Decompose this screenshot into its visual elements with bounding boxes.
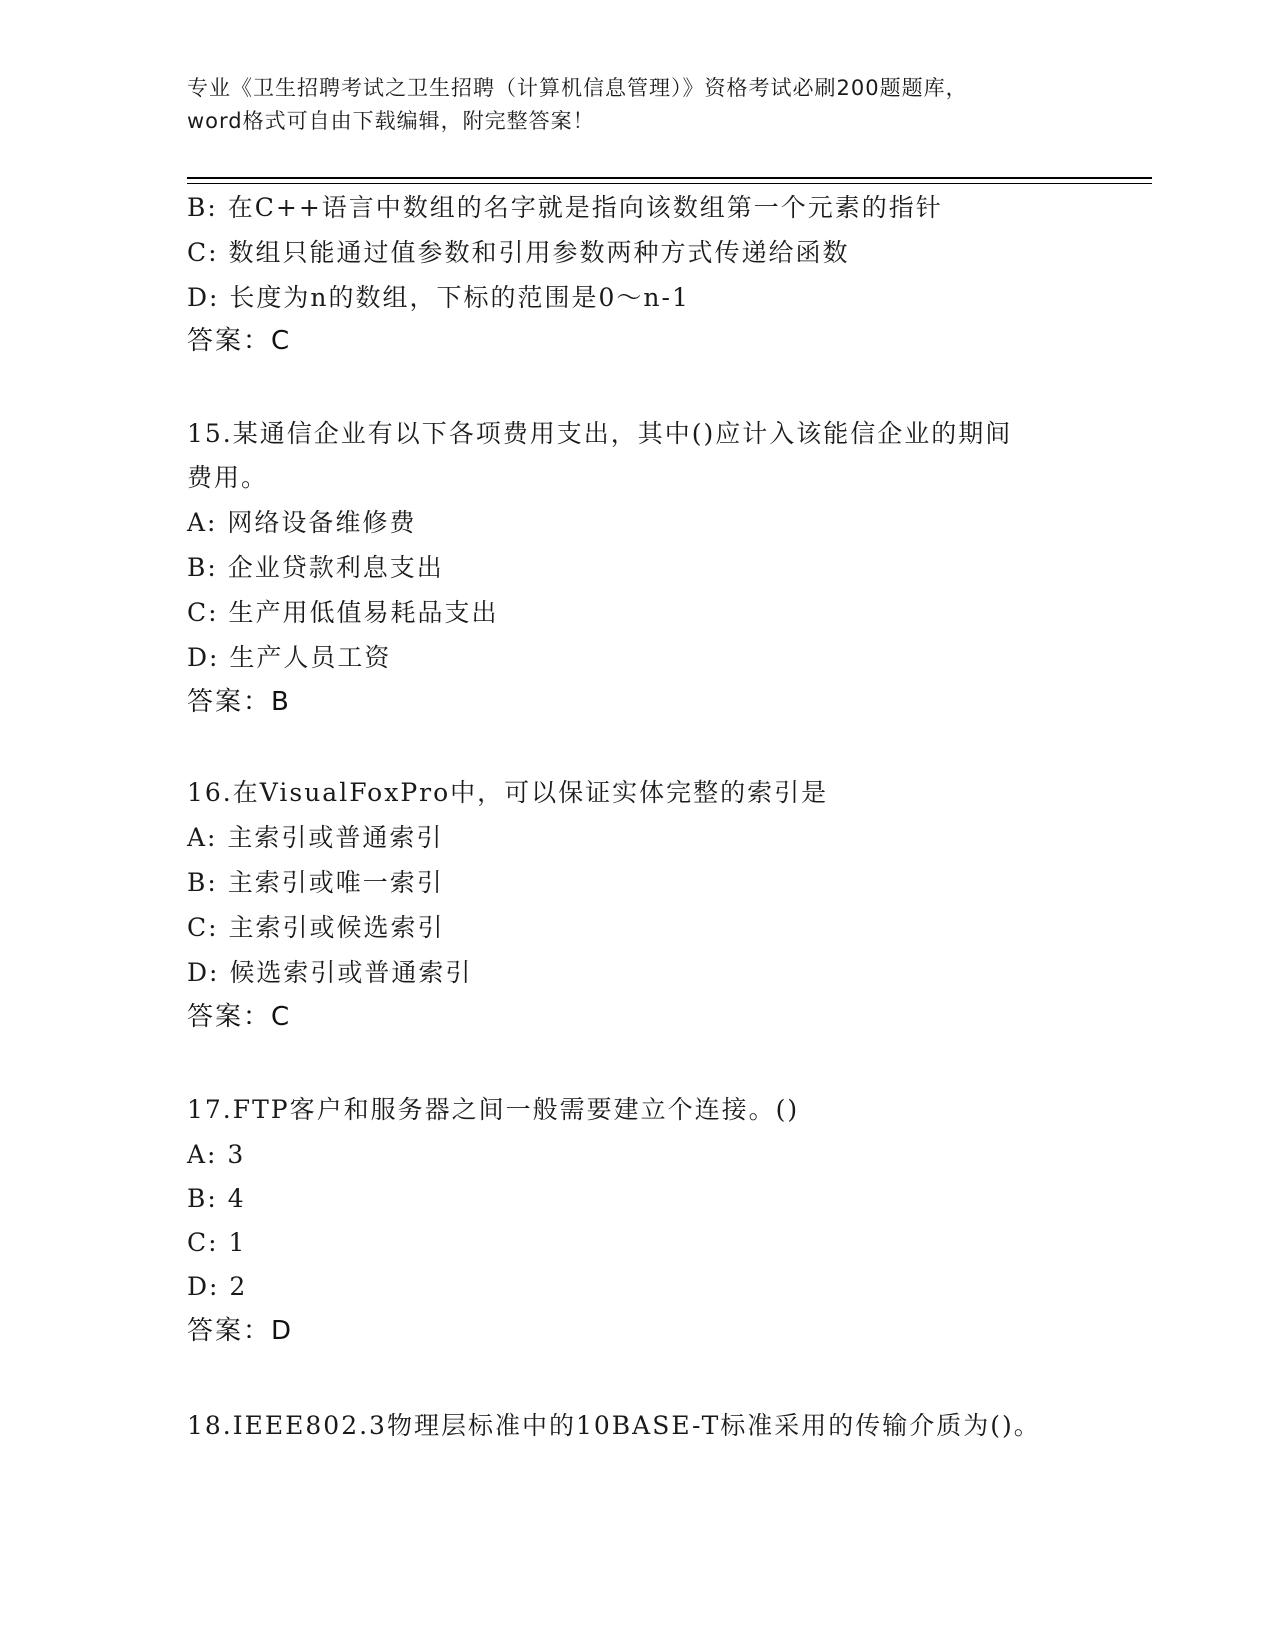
q17-option-b: B: 4 bbox=[187, 1184, 246, 1213]
q16-stem-line-1: 16.在VisualFoxPro中，可以保证实体完整的索引是 bbox=[187, 778, 829, 807]
q17-answer: 答案：D bbox=[187, 1316, 294, 1346]
q14-option-b: B: 在C++语言中数组的名字就是指向该数组第一个元素的指针 bbox=[187, 193, 943, 222]
q15-option-c: C: 生产用低值易耗品支出 bbox=[187, 598, 499, 627]
q15-option-b: B: 企业贷款利息支出 bbox=[187, 553, 444, 582]
q16-option-d: D: 候选索引或普通索引 bbox=[187, 958, 473, 987]
q15-stem-line-1: 15.某通信企业有以下各项费用支出，其中()应计入该能信企业的期间 bbox=[187, 419, 1013, 448]
q16-answer: 答案：C bbox=[187, 1002, 292, 1032]
q15-option-d: D: 生产人员工资 bbox=[187, 643, 392, 672]
header-line-2: word格式可自由下载编辑，附完整答案！ bbox=[187, 109, 595, 133]
q16-option-c: C: 主索引或候选索引 bbox=[187, 913, 445, 942]
q15-answer: 答案：B bbox=[187, 687, 291, 717]
q16-option-a: A: 主索引或普通索引 bbox=[187, 823, 444, 852]
q14-option-d: D: 长度为n的数组，下标的范围是0～n-1 bbox=[187, 283, 690, 312]
q18-stem-line-1: 18.IEEE802.3物理层标准中的10BASE-T标准采用的传输介质为()。 bbox=[187, 1411, 1041, 1440]
q17-option-d: D: 2 bbox=[187, 1272, 248, 1301]
q15-option-a: A: 网络设备维修费 bbox=[187, 508, 417, 537]
q14-option-c: C: 数组只能通过值参数和引用参数两种方式传递给函数 bbox=[187, 238, 850, 267]
q17-option-a: A: 3 bbox=[187, 1140, 246, 1169]
q17-option-c: C: 1 bbox=[187, 1228, 247, 1257]
header-divider-thick bbox=[187, 177, 1152, 179]
header-line-1: 专业《卫生招聘考试之卫生招聘（计算机信息管理）》资格考试必刷200题题库， bbox=[187, 76, 968, 100]
q15-stem-line-2: 费用。 bbox=[187, 463, 269, 492]
header-divider-thin bbox=[187, 183, 1152, 184]
q16-option-b: B: 主索引或唯一索引 bbox=[187, 868, 444, 897]
q17-stem-line-1: 17.FTP客户和服务器之间一般需要建立个连接。() bbox=[187, 1095, 800, 1124]
document-header bbox=[187, 72, 1087, 138]
q14-answer: 答案：C bbox=[187, 326, 292, 356]
